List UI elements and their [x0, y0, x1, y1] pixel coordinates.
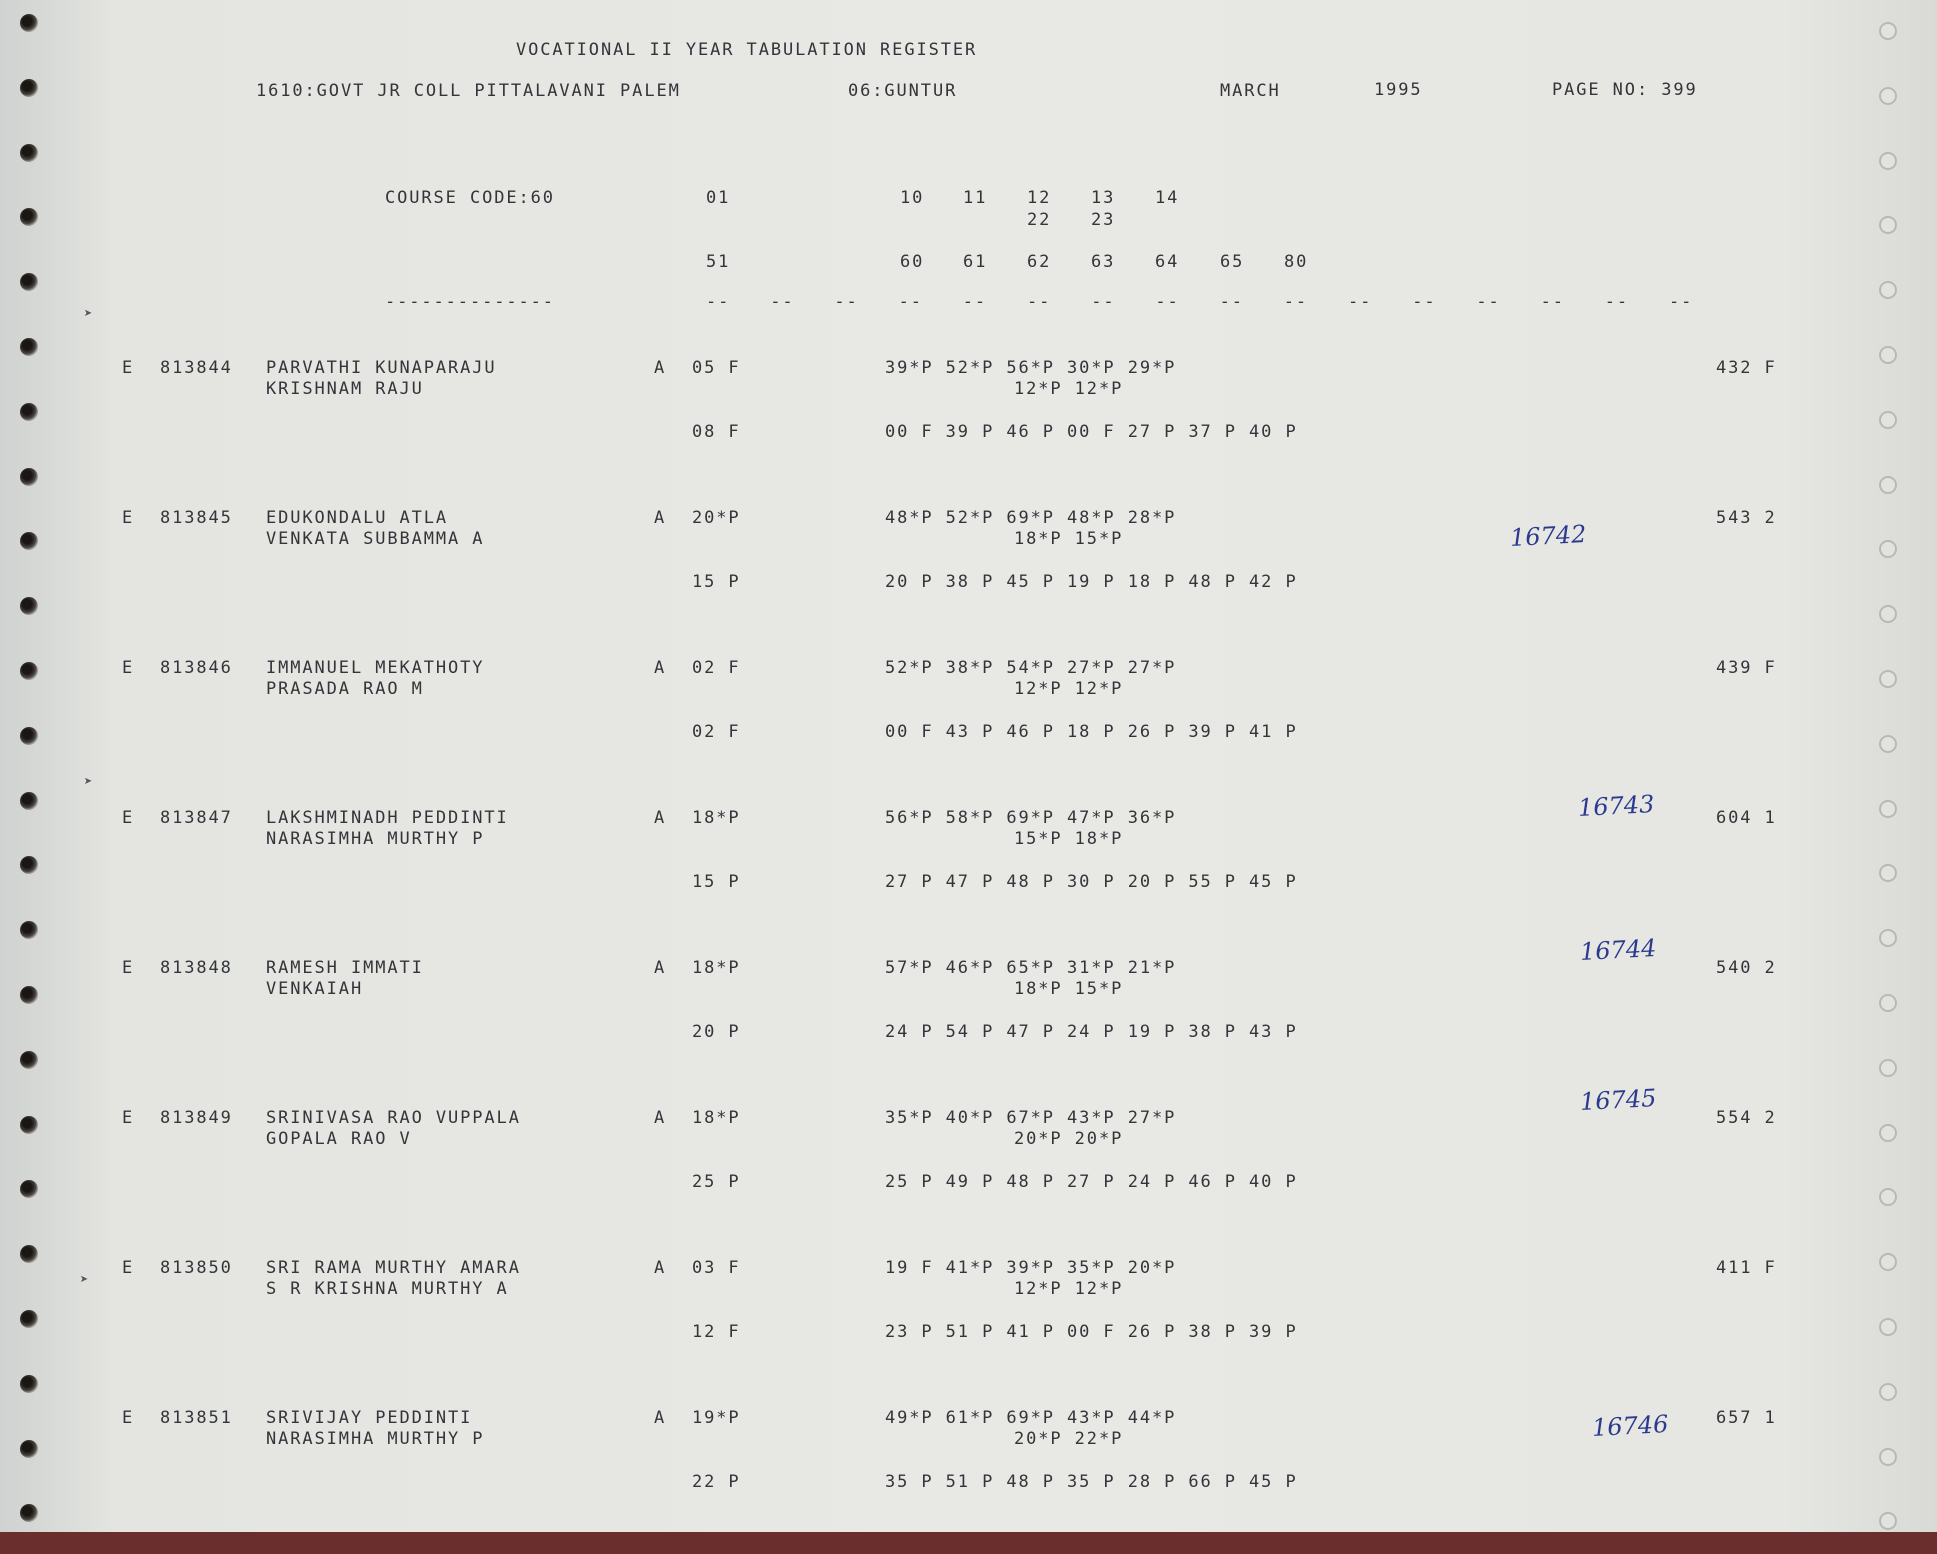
subject-marks: 49*P 61*P 69*P 43*P 44*P	[885, 1408, 1177, 1428]
total-result: 554 2	[1716, 1108, 1777, 1128]
divider-dashes: --	[1027, 292, 1052, 312]
student-name: EDUKONDALU ATLA	[266, 508, 449, 528]
tractor-hole	[20, 1504, 38, 1522]
subject-code: 60	[900, 252, 925, 272]
subject-code: 14	[1155, 188, 1180, 208]
tractor-hole	[1879, 346, 1897, 364]
subject-code: 62	[1027, 252, 1052, 272]
subject-marks: 57*P 46*P 65*P 31*P 21*P	[885, 958, 1177, 978]
record-type: E	[122, 1108, 135, 1128]
handwritten-note: 16743	[1577, 790, 1656, 822]
subject-marks: 23 P 51 P 41 P 00 F 26 P 38 P 39 P	[885, 1322, 1298, 1342]
hall-ticket-number: 813846	[160, 658, 233, 678]
divider-dashes: --	[1604, 292, 1630, 312]
divider-dashes: --	[1155, 292, 1180, 312]
hall-ticket-number: 813847	[160, 808, 233, 828]
tractor-hole	[1879, 281, 1897, 299]
subject-mark: 02 F	[692, 722, 741, 742]
subject-marks: 00 F 43 P 46 P 18 P 26 P 39 P 41 P	[885, 722, 1298, 742]
total-result: 543 2	[1716, 508, 1777, 528]
tractor-hole	[1879, 929, 1897, 947]
student-name: LAKSHMINADH PEDDINTI	[266, 808, 509, 828]
hall-ticket-number: 813850	[160, 1258, 233, 1278]
tractor-hole	[20, 856, 38, 874]
tractor-hole	[1879, 1512, 1897, 1530]
subject-marks-extra: 18*P 15*P	[1014, 529, 1124, 549]
subject-marks: 20 P 38 P 45 P 19 P 18 P 48 P 42 P	[885, 572, 1298, 592]
tractor-hole	[1879, 476, 1897, 494]
total-result: 604 1	[1716, 808, 1777, 828]
divider-dashes: --	[898, 292, 923, 312]
tractor-hole	[1879, 670, 1897, 688]
record-type: E	[122, 358, 135, 378]
tractor-hole	[20, 597, 38, 615]
subject-code: 80	[1284, 252, 1309, 272]
subject-code: 51	[706, 252, 731, 272]
record-type: E	[122, 958, 135, 978]
subject-marks: 19 F 41*P 39*P 35*P 20*P	[885, 1258, 1177, 1278]
arrow-mark: ➤	[80, 1272, 89, 1288]
subject-marks: 27 P 47 P 48 P 30 P 20 P 55 P 45 P	[885, 872, 1298, 892]
subject-code: 64	[1155, 252, 1180, 272]
tractor-hole	[20, 14, 38, 32]
district-name: 06:GUNTUR	[848, 81, 958, 101]
tractor-hole	[20, 338, 38, 356]
subject-marks: 39*P 52*P 56*P 30*P 29*P	[885, 358, 1177, 378]
subject-mark: 12 F	[692, 1322, 741, 1342]
subject-mark: 20 P	[692, 1022, 741, 1042]
student-name: SRI RAMA MURTHY AMARA	[266, 1258, 521, 1278]
divider-dashes: --	[706, 292, 731, 312]
parent-name: NARASIMHA MURTHY P	[266, 1429, 485, 1449]
subject-mark: 20*P	[692, 508, 741, 528]
subject-marks: 48*P 52*P 69*P 48*P 28*P	[885, 508, 1177, 528]
status-flag: A	[654, 508, 667, 528]
page-number: PAGE NO: 399	[1552, 80, 1698, 100]
tractor-hole	[20, 273, 38, 291]
tractor-hole	[1879, 540, 1897, 558]
tractor-hole	[1879, 1059, 1897, 1077]
hall-ticket-number: 813844	[160, 358, 233, 378]
tractor-hole	[20, 662, 38, 680]
subject-code: 61	[963, 252, 988, 272]
record-type: E	[122, 1408, 135, 1428]
parent-name: VENKAIAH	[266, 979, 364, 999]
subject-marks-extra: 15*P 18*P	[1014, 829, 1124, 849]
tractor-hole	[20, 1245, 38, 1263]
status-flag: A	[654, 658, 667, 678]
status-flag: A	[654, 808, 667, 828]
divider-dashes: --	[1348, 292, 1373, 312]
divider-dashes: --	[834, 292, 859, 312]
subject-mark: 22 P	[692, 1472, 741, 1492]
parent-name: S R KRISHNA MURTHY A	[266, 1279, 509, 1299]
hall-ticket-number: 813849	[160, 1108, 233, 1128]
parent-name: NARASIMHA MURTHY P	[266, 829, 485, 849]
status-flag: A	[654, 1108, 667, 1128]
handwritten-note: 16746	[1591, 1410, 1670, 1442]
subject-marks: 56*P 58*P 69*P 47*P 36*P	[885, 808, 1177, 828]
status-flag: A	[654, 1258, 667, 1278]
record-type: E	[122, 1258, 135, 1278]
hall-ticket-number: 813845	[160, 508, 233, 528]
subject-code: 13	[1091, 188, 1116, 208]
record-type: E	[122, 658, 135, 678]
subject-mark: 18*P	[692, 808, 741, 828]
total-result: 657 1	[1716, 1408, 1777, 1428]
divider-dashes: --	[1219, 292, 1244, 312]
student-name: SRINIVASA RAO VUPPALA	[266, 1108, 521, 1128]
tractor-hole	[1879, 1318, 1897, 1336]
student-name: IMMANUEL MEKATHOTY	[266, 658, 485, 678]
subject-code: 63	[1091, 252, 1116, 272]
tractor-hole	[20, 1310, 38, 1328]
tractor-hole	[20, 792, 38, 810]
tractor-hole	[20, 1116, 38, 1134]
divider-dashes: --	[1412, 292, 1437, 312]
handwritten-note: 16745	[1579, 1084, 1658, 1116]
record-type: E	[122, 508, 135, 528]
tractor-hole	[1879, 152, 1897, 170]
tractor-hole	[20, 1375, 38, 1393]
tractor-hole	[20, 403, 38, 421]
left-tractor-holes	[8, 0, 52, 1532]
total-result: 439 F	[1716, 658, 1777, 678]
subject-code: 10	[900, 188, 925, 208]
hall-ticket-number: 813851	[160, 1408, 233, 1428]
status-flag: A	[654, 958, 667, 978]
tractor-hole	[20, 986, 38, 1004]
parent-name: KRISHNAM RAJU	[266, 379, 424, 399]
hall-ticket-number: 813848	[160, 958, 233, 978]
divider-dashes: --	[1091, 292, 1116, 312]
subject-marks-extra: 18*P 15*P	[1014, 979, 1124, 999]
divider-dashes: --	[770, 292, 795, 312]
subject-code: 01	[706, 188, 731, 208]
exam-year: 1995	[1374, 80, 1423, 100]
subject-mark: 25 P	[692, 1172, 741, 1192]
tractor-hole	[20, 727, 38, 745]
record-type: E	[122, 808, 135, 828]
exam-month: MARCH	[1220, 81, 1281, 101]
tractor-hole	[1879, 411, 1897, 429]
divider-dashes: --	[1540, 292, 1565, 312]
subject-mark: 18*P	[692, 958, 741, 978]
tractor-hole	[1879, 864, 1897, 882]
tractor-hole	[1879, 87, 1897, 105]
divider-dashes: --	[1476, 292, 1501, 312]
subject-mark: 08 F	[692, 422, 741, 442]
parent-name: PRASADA RAO M	[266, 679, 424, 699]
subject-code: 12	[1027, 188, 1052, 208]
handwritten-note: 16742	[1509, 520, 1588, 552]
subject-marks-extra: 12*P 12*P	[1014, 1279, 1124, 1299]
arrow-mark: ➤	[84, 774, 93, 790]
subject-marks: 35 P 51 P 48 P 35 P 28 P 66 P 45 P	[885, 1472, 1298, 1492]
tractor-hole	[1879, 1253, 1897, 1271]
tractor-hole	[1879, 800, 1897, 818]
subject-marks-extra: 20*P 22*P	[1014, 1429, 1124, 1449]
subject-mark: 15 P	[692, 872, 741, 892]
status-flag: A	[654, 358, 667, 378]
arrow-mark: ➤	[84, 306, 93, 322]
student-name: PARVATHI KUNAPARAJU	[266, 358, 497, 378]
tractor-hole	[1879, 605, 1897, 623]
parent-name: VENKATA SUBBAMMA A	[266, 529, 485, 549]
subject-code: 65	[1220, 252, 1245, 272]
divider-dashes: --	[1283, 292, 1309, 312]
subject-mark: 05 F	[692, 358, 741, 378]
tractor-hole	[20, 921, 38, 939]
status-flag: A	[654, 1408, 667, 1428]
subject-marks-extra: 20*P 20*P	[1014, 1129, 1124, 1149]
subject-marks: 35*P 40*P 67*P 43*P 27*P	[885, 1108, 1177, 1128]
subject-mark: 19*P	[692, 1408, 741, 1428]
college-name: 1610:GOVT JR COLL PITTALAVANI PALEM	[256, 81, 681, 101]
handwritten-note: 16744	[1579, 934, 1658, 966]
tractor-hole	[1879, 1124, 1897, 1142]
tractor-hole	[1879, 1383, 1897, 1401]
student-name: RAMESH IMMATI	[266, 958, 424, 978]
divider-dashes: --	[962, 292, 988, 312]
subject-marks: 52*P 38*P 54*P 27*P 27*P	[885, 658, 1177, 678]
parent-name: GOPALA RAO V	[266, 1129, 412, 1149]
tractor-hole	[1879, 22, 1897, 40]
subject-code: 22	[1027, 210, 1052, 230]
subject-code: 11	[963, 188, 988, 208]
tractor-hole	[20, 79, 38, 97]
course-code: COURSE CODE:60	[385, 188, 555, 208]
total-result: 411 F	[1716, 1258, 1777, 1278]
tractor-hole	[20, 532, 38, 550]
subject-marks-extra: 12*P 12*P	[1014, 379, 1124, 399]
tractor-hole	[1879, 994, 1897, 1012]
right-tractor-holes	[1873, 0, 1917, 1532]
subject-marks: 25 P 49 P 48 P 27 P 24 P 46 P 40 P	[885, 1172, 1298, 1192]
tractor-hole	[20, 208, 38, 226]
tractor-hole	[1879, 1448, 1897, 1466]
total-result: 540 2	[1716, 958, 1777, 978]
subject-mark: 15 P	[692, 572, 741, 592]
tractor-hole	[20, 1180, 38, 1198]
subject-mark: 03 F	[692, 1258, 741, 1278]
divider-dashes: --------------	[385, 292, 555, 312]
total-result: 432 F	[1716, 358, 1777, 378]
tractor-hole	[20, 1051, 38, 1069]
subject-mark: 18*P	[692, 1108, 741, 1128]
subject-mark: 02 F	[692, 658, 741, 678]
student-name: SRIVIJAY PEDDINTI	[266, 1408, 473, 1428]
tractor-hole	[1879, 1188, 1897, 1206]
tractor-hole	[1879, 735, 1897, 753]
subject-code: 23	[1091, 210, 1116, 230]
divider-dashes: --	[1669, 292, 1694, 312]
subject-marks: 00 F 39 P 46 P 00 F 27 P 37 P 40 P	[885, 422, 1298, 442]
subject-marks: 24 P 54 P 47 P 24 P 19 P 38 P 43 P	[885, 1022, 1298, 1042]
tractor-hole	[20, 144, 38, 162]
tractor-hole	[20, 1440, 38, 1458]
subject-marks-extra: 12*P 12*P	[1014, 679, 1124, 699]
tractor-hole	[1879, 216, 1897, 234]
tractor-hole	[20, 468, 38, 486]
register-title: VOCATIONAL II YEAR TABULATION REGISTER	[516, 40, 978, 60]
